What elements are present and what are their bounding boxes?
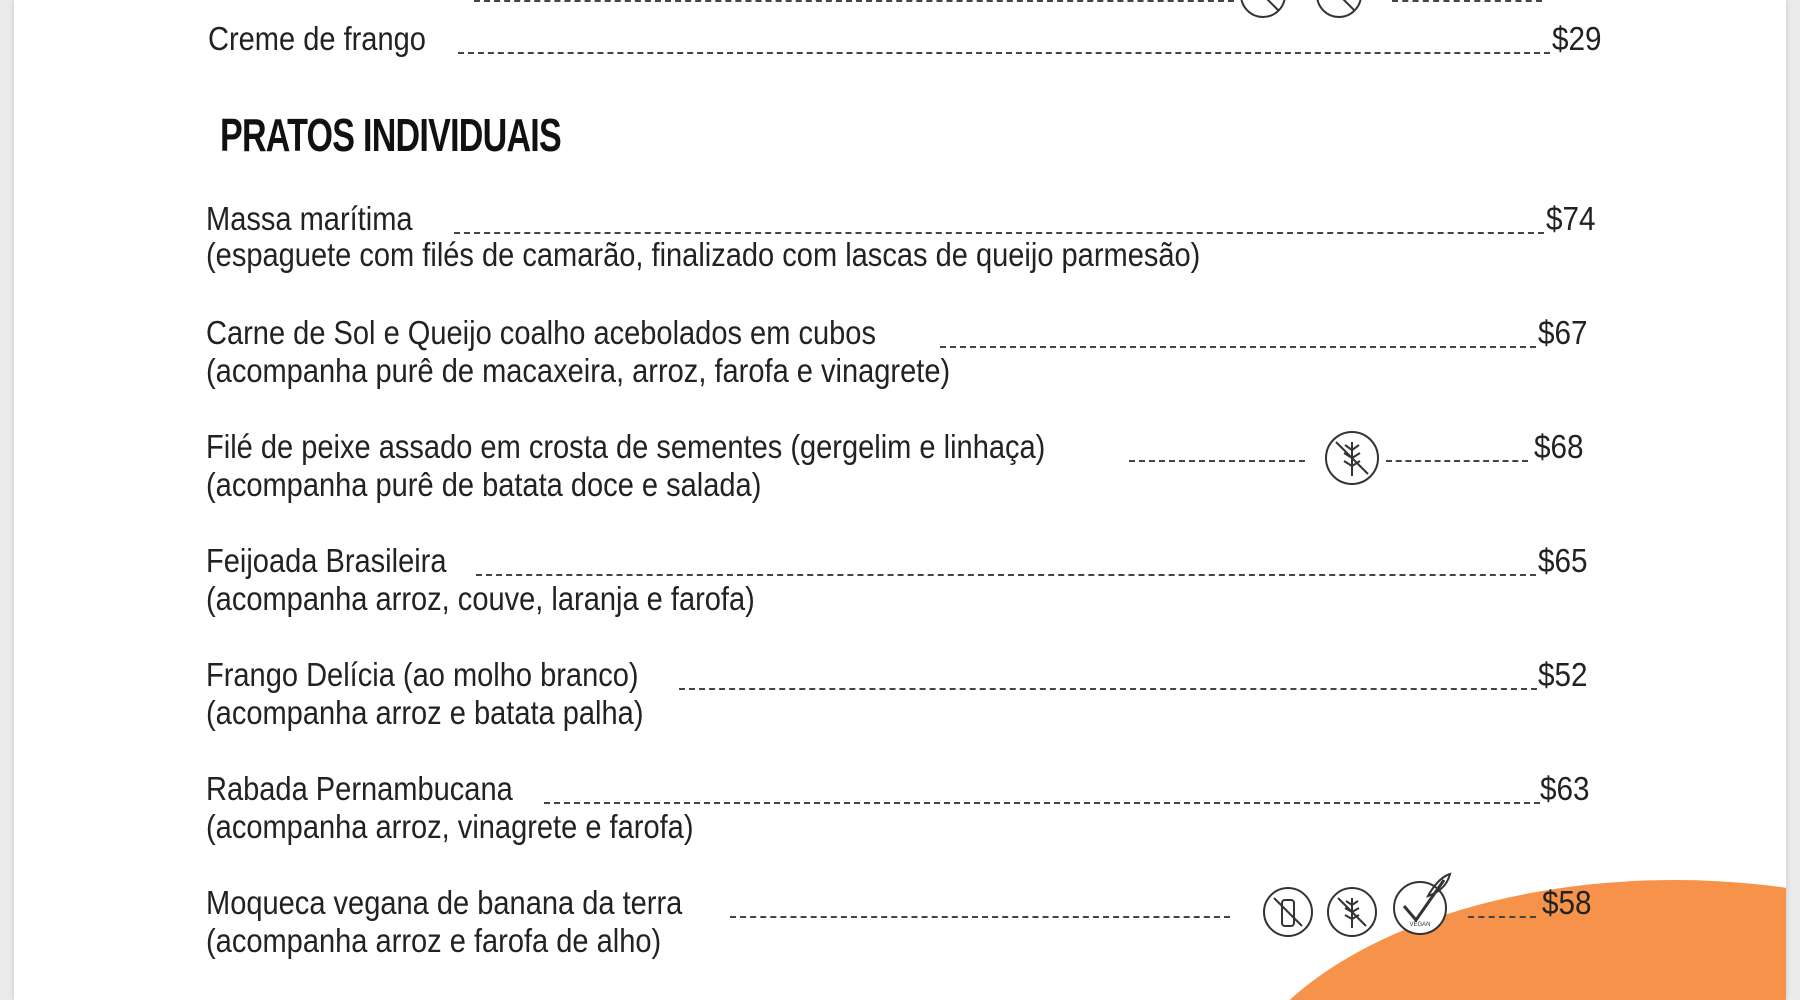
menu-item-description: (acompanha arroz, couve, laranja e farofa) bbox=[206, 580, 755, 617]
leader-dots bbox=[1129, 460, 1305, 462]
no-gluten-icon bbox=[1314, 0, 1364, 20]
menu-item-price: $52 bbox=[1538, 656, 1588, 693]
menu-item-description: (acompanha arroz e farofa de alho) bbox=[206, 922, 662, 959]
menu-item-name: Rabada Pernambucana bbox=[206, 770, 513, 807]
menu-item-name: Frango Delícia (ao molho branco) bbox=[206, 656, 639, 693]
no-milk-icon bbox=[1262, 886, 1314, 938]
menu-item-name: Filé de peixe assado em crosta de sementes (gergelim e linhaça) bbox=[206, 428, 1046, 465]
leader-dots bbox=[1386, 460, 1528, 462]
leader-dots bbox=[474, 0, 1234, 2]
leader-dots bbox=[1468, 916, 1536, 918]
menu-item-name: Moqueca vegana de banana da terra bbox=[206, 884, 683, 921]
menu-item-price: $29 bbox=[1552, 20, 1602, 57]
no-gluten-icon bbox=[1324, 430, 1380, 486]
menu-item-price: $67 bbox=[1538, 314, 1588, 351]
leader-dots bbox=[730, 916, 1230, 918]
leader-dots bbox=[476, 574, 1536, 576]
leader-dots bbox=[454, 232, 1544, 234]
menu-item-price: $58 bbox=[1542, 884, 1592, 921]
vegan-label: VEGAN bbox=[1409, 922, 1431, 928]
leader-dots bbox=[544, 802, 1540, 804]
menu-item-price: $74 bbox=[1546, 200, 1596, 237]
no-milk-icon bbox=[1238, 0, 1288, 20]
menu-item-name: Creme de frango bbox=[208, 20, 426, 57]
menu-item-name: Feijoada Brasileira bbox=[206, 542, 447, 579]
menu-page bbox=[14, 0, 1786, 1000]
menu-item-name: Carne de Sol e Queijo coalho acebolados em cubos bbox=[206, 314, 876, 351]
menu-item-description: (acompanha arroz, vinagrete e farofa) bbox=[206, 808, 694, 845]
no-gluten-icon bbox=[1326, 886, 1378, 938]
menu-item-name: Massa marítima bbox=[206, 200, 413, 237]
menu-item-description: (acompanha purê de macaxeira, arroz, farofa e vinagrete) bbox=[206, 352, 951, 389]
vegan-icon bbox=[1390, 870, 1454, 938]
leader-dots bbox=[458, 52, 1550, 54]
menu-item-price: $68 bbox=[1534, 428, 1584, 465]
menu-item-description: (acompanha purê de batata doce e salada) bbox=[206, 466, 762, 503]
section-title: PRATOS INDIVIDUAIS bbox=[220, 109, 562, 161]
menu-item-description: (espaguete com filés de camarão, finalizado com lascas de queijo parmesão) bbox=[206, 236, 1201, 273]
leader-dots bbox=[679, 688, 1537, 690]
menu-item-price: $63 bbox=[1540, 770, 1590, 807]
menu-item-price: $65 bbox=[1538, 542, 1588, 579]
menu-item-description: (acompanha arroz e batata palha) bbox=[206, 694, 644, 731]
leader-dots bbox=[1392, 0, 1542, 2]
leader-dots bbox=[940, 346, 1536, 348]
